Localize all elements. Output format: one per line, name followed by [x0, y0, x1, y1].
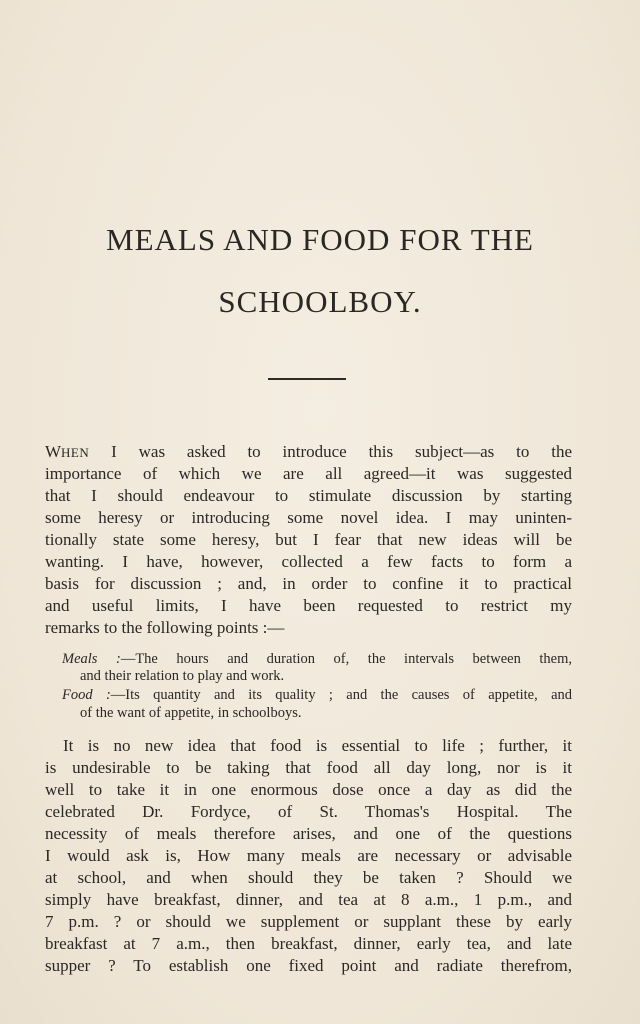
topic-food-label: Food :	[62, 687, 111, 703]
paragraph-2-line-4: celebrated Dr. Fordyce, of St. Thomas's Hospital. The	[45, 802, 572, 821]
topic-food-line-2: of the want of appetite, in schoolboys.	[80, 705, 302, 721]
dropcap-initial: W	[45, 442, 62, 461]
paragraph-1-line-1-text: I was asked to introduce this subject—as to the	[89, 442, 572, 461]
chapter-title-line-1: MEALS AND FOOD FOR THE	[106, 222, 534, 257]
paragraph-2-line-9: 7 p.m. ? or should we supplement or supplant these by early	[45, 912, 572, 931]
topic-food-text-1: —Its quantity and its quality ; and the causes of appetite, and	[110, 687, 573, 703]
paragraph-2-line-3: well to take it in one enormous dose once a day as did the	[45, 780, 572, 799]
paragraph-2-line-1: It is no new idea that food is essential to life ; further, it	[63, 736, 572, 755]
paragraph-2-line-5: necessity of meals therefore arises, and one of the questions	[45, 824, 572, 843]
paragraph-2-line-7: at school, and when should they be taken ? Should we	[45, 868, 572, 887]
topic-meals-text-1: —The hours and duration of, the intervals between them,	[120, 651, 573, 667]
paragraph-2-line-10: breakfast at 7 a.m., then breakfast, dinner, early tea, and late	[45, 934, 572, 953]
paragraph-2-line-8: simply have breakfast, dinner, and tea at 8 a.m., 1 p.m., and	[45, 890, 572, 909]
topic-meals-label: Meals :	[62, 651, 121, 667]
paragraph-1-line-2: importance of which we are all agreed—it was suggested	[45, 464, 572, 483]
paragraph-2-line-6: I would ask is, How many meals are necessary or advisable	[45, 846, 572, 865]
title-divider	[268, 378, 346, 380]
paragraph-1-line-8: and useful limits, I have been requested to restrict my	[45, 596, 572, 615]
paragraph-2-line-11: supper ? To establish one fixed point and radiate therefrom,	[45, 956, 572, 975]
paragraph-1-line-4: some heresy or introducing some novel idea. I may uninten-	[45, 508, 572, 527]
paragraph-1-line-1	[45, 443, 572, 460]
chapter-title-line-2: SCHOOLBOY.	[218, 284, 422, 319]
paragraph-1-line-9: remarks to the following points :—	[45, 618, 285, 637]
paragraph-1-line-5: tionally state some heresy, but I fear that new ideas will be	[45, 530, 572, 549]
dropcap-smallcaps: HEN	[61, 445, 90, 460]
paragraph-1-line-6: wanting. I have, however, collected a few facts to form a	[45, 552, 572, 571]
topic-meals-line-1	[62, 652, 572, 667]
topic-meals-line-2: and their relation to play and work.	[80, 668, 285, 684]
paragraph-1-line-7: basis for discussion ; and, in order to confine it to practical	[45, 574, 572, 593]
paragraph-2-line-2: is undesirable to be taking that food all day long, nor is it	[45, 758, 572, 777]
paragraph-1-line-3: that I should endeavour to stimulate discussion by starting	[45, 486, 572, 505]
topic-food-line-1	[62, 688, 572, 703]
